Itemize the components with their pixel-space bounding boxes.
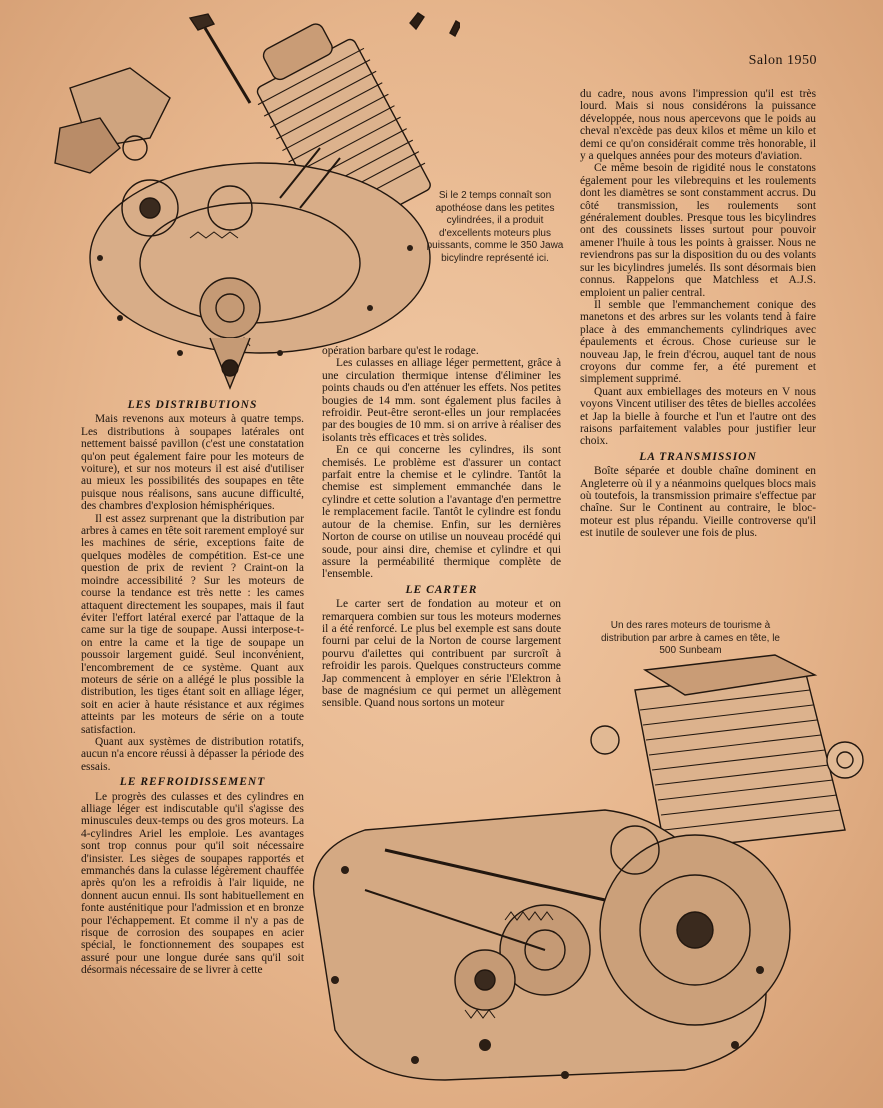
paragraph: Les culasses en alliage léger permettent, grâce à une circulation thermique intense d'éliminer les points chauds ou d'en atténuer les effets. Nos petites bougies de 14 mm. sont également plus faciles à refroidir. Peut-être seront-elles un jour remplacées par des bougies de 10 mm. si on arrive à réaliser des isolants très efficaces et très solides.: [322, 357, 561, 444]
caption-jawa: Si le 2 temps connaît son apothéose dans les petites cylindrées, il a produit d'excellents moteurs plus puissants, comme le 350 Jawa bicylindre représenté ici.: [426, 190, 564, 264]
paragraph: Mais revenons aux moteurs à quatre temps. Les distributions à soupapes latérales ont nettement baissé pavillon (c'est une constatation qu'on peut également faire pour les moteurs de voiture), et sur nos moteurs il est aisé d'utiliser au mieux les possibilités des soupapes en tête puisque nous réalisons, sans aucune difficulté, des chambres d'explosion hémisphériques.: [81, 413, 304, 513]
paragraph: Quant aux embiellages des moteurs en V nous voyons Vincent utiliser des têtes de bielles accolées et Jap la bielle à fourche et l'un et l'autre ont des raisons parfaitement valables pour justifier leur choix.: [580, 385, 816, 448]
paragraph: En ce qui concerne les cylindres, ils sont chemisés. Le problème est d'assurer un contact parfait entre la chemise et le cylindre. Tantôt la chemise est simplement emmanchée dans le cylindre et cette solution a l'avantage d'en permettre le remplacement facile. Tantôt le cylindre est fondu autour de la chemise. Enfin, sur les dernières Norton de course on utilise un nouveau procédé qui soude, pour ainsi dire, chemise et cylindre et qui assure la perméabilité thermique complète de l'ensemble.: [322, 444, 561, 581]
column-2: [322, 345, 561, 710]
heading-transmission: LA TRANSMISSION: [639, 450, 757, 463]
paragraph: Boîte séparée et double chaîne dominent en Angleterre où il y a néanmoins quelques blocs mais où toutefois, la transmission primaire s'effectue par chaîne. Sur le Continent au contraire, le bloc-moteur est plus répandu. Vieille controverse qu'il est inutile de soulever une fois de plus.: [580, 465, 816, 540]
section-header: Salon 1950: [748, 53, 817, 68]
paragraph: Le progrès des culasses et des cylindres en alliage léger est indiscutable qu'il s'agisse des minuscules deux-temps ou des gros moteurs. La 4-cylindres Ariel les emploie. Les avantages sont trop connus pour qu'il soit nécessaire d'insister. Les sièges de soupapes rapportés et emmanchés dans la culasse légèrement chauffée après qu'on les a refroidis à l'air liquide, ne donnent aucun ennui. Ils sont habituellement en fonte austénitique pour l'admission et en bronze pour l'échappement. Et comme il n'y a pas de risque de corrosion des soupapes en acier spécial, le fonctionnement des soupapes est assuré pour une longue durée sans qu'il soit désormais nécessaire de se livrer à cette: [81, 790, 304, 977]
paragraph: du cadre, nous avons l'impression qu'il est très lourd. Mais si nous considérons la puissance développée, nous nous apercevons que le poids au cheval n'excède pas deux kilos et même un kilo et demi ce qu'on considérait comme très honorable, il y a quelques années pour des moteurs d'aviation.: [580, 88, 816, 163]
column-3: [580, 88, 816, 540]
heading-carter: LE CARTER: [405, 583, 478, 596]
paragraph: Il semble que l'emmanchement conique des manetons et des arbres sur les volants tend à faire place à des emmanchements cylindriques avec épaulements et écrous. Chose curieuse sur le nouveau Jap, le frein d'écrou, auquel tant de nous croyons dur comme fer, a été purement et simplement supprimé.: [580, 298, 816, 386]
paragraph: Quant aux systèmes de distribution rotatifs, aucun n'a encore réussi à dépasser la période des essais.: [81, 735, 304, 773]
heading-distributions: LES DISTRIBUTIONS: [127, 399, 258, 411]
heading-refroidissement: LE REFROIDISSEMENT: [119, 776, 266, 789]
sunbeam-engine-illustration: [305, 650, 875, 1100]
column-1: [81, 396, 304, 977]
caption-sunbeam: Un des rares moteurs de tourisme à distribution par arbre à cames en tête, le 500 Sunbeam: [601, 620, 780, 656]
paragraph: Il est assez surprenant que la distribution par arbres à cames en tête soit rarement employé sur les machines de série, exceptions faite de quelques modèles de compétition. Est-ce une question de prix de revient ? Craint-on la moindre accessibilité ? Sur les moteurs de course la tendance est très nette : les cames attaquent directement les soupapes, mais il faut éviter l'effort latéral exercé par l'attaque de la came sur la tige de soupape. Aussi interpose-t-on entre la came et la tige de soupape un poussoir largement guidé. Seul inconvénient, l'encombrement de ce système. Quant aux moteurs de série on a allégé le plus possible la distribution, les tiges étant soit en alliage léger, soit en acier à haute résistance et aux régimes atteints par les moteurs de série on a toute satisfaction.: [81, 512, 304, 736]
paragraph: Ce même besoin de rigidité nous le constatons également pour les vilebrequins et les roulements dont les diamètres se sont constamment accrus. Du côté transmission, les roulements sont généralement doubles. Presque tous les bicylindres ont des coussinets lisses surtout pour pouvoir amener l'huile à tous les points à graisser. Nous ne reviendrons pas sur la disposition du ou des volants sur les bicylindres jumelés. Ils sont désormais bien connus. Rappelons que Matchless et A.J.S. emploient un palier central.: [580, 162, 816, 299]
paragraph: opération barbare qu'est le rodage.: [322, 345, 479, 357]
jawa-engine-illustration: [40, 8, 460, 398]
paragraph: Le carter sert de fondation au moteur et on remarquera combien sur tous les moteurs modernes il a été renforcé. Le plus bel exemple est sans doute fourni par celui de la Norton de course largement pourvu d'ailettes qui contribuent par surcroît à refroidir les parois. Quelques constructeurs comme Jap commencent à employer en série l'Elektron à base de magnésium ce qui permet un allègement sensible. Quand nous sortons un moteur: [322, 598, 561, 710]
